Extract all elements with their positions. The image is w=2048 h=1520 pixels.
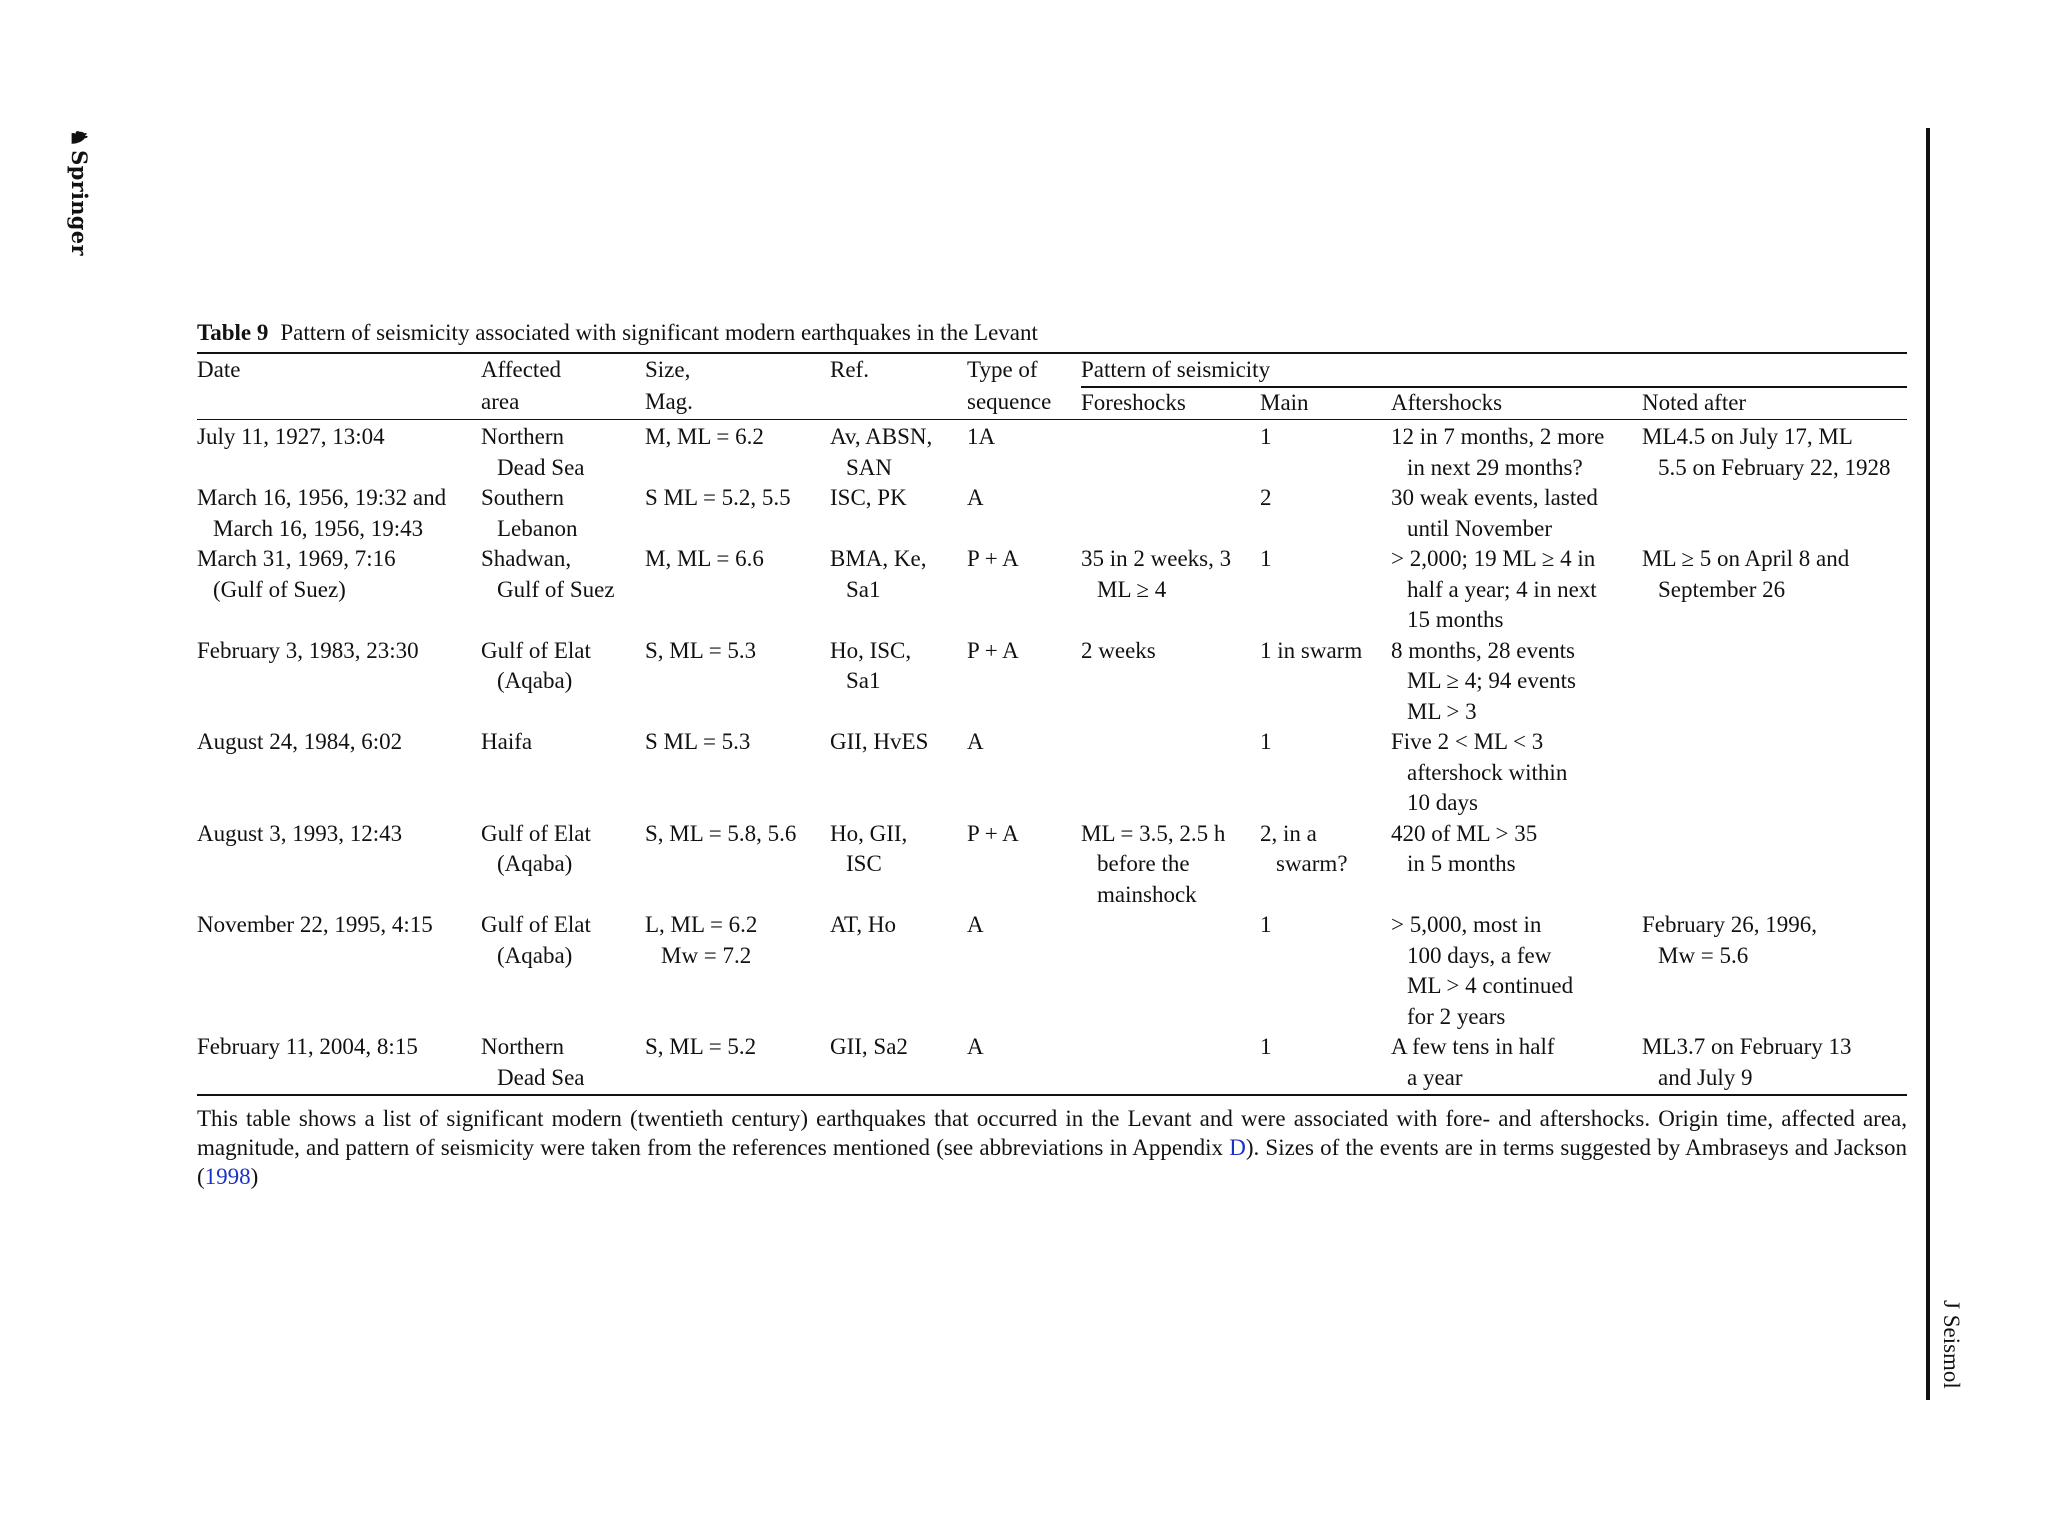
cell-line: ML > 4 continued (1407, 973, 1574, 998)
cell-line: February 26, 1996, (1642, 912, 1818, 937)
cell-line: 1 (1260, 729, 1272, 754)
cell-line: Sa1 (846, 576, 881, 602)
table-row (197, 910, 1907, 1032)
table-cell (1260, 819, 1391, 911)
table-cell (1260, 420, 1391, 484)
table-cell (645, 727, 830, 819)
table-cell (1391, 544, 1642, 636)
cell-line: P + A (967, 546, 1019, 571)
cell-line: ML > 3 (1407, 698, 1477, 724)
table-cell (645, 544, 830, 636)
cell-line: S, ML = 5.3 (645, 637, 757, 663)
cell-line: for 2 years (1407, 1003, 1506, 1029)
cell-line: S ML = 5.2, 5.5 (645, 485, 791, 510)
table-footnote (197, 1104, 1907, 1191)
cell-line: 15 months (1407, 607, 1504, 632)
table-row (197, 636, 1907, 728)
cell-line: 420 of ML > 35 (1391, 820, 1538, 846)
table-cell (645, 910, 830, 1032)
table-cell (1081, 420, 1260, 484)
table-cell (197, 420, 481, 484)
table-cell (1642, 910, 1907, 1032)
table-cell (1260, 483, 1391, 544)
footnote-text: ) (250, 1164, 259, 1189)
cell-line: Lebanon (497, 515, 578, 541)
table-cell (1642, 636, 1907, 728)
table-cell (1391, 910, 1642, 1032)
cell-line: and July 9 (1658, 1064, 1753, 1090)
cell-line: Southern (481, 485, 565, 510)
table-header (197, 353, 1907, 420)
header-cell: area (481, 388, 520, 414)
table-cell (967, 544, 1081, 636)
table-cell (967, 910, 1081, 1032)
publisher-logo (67, 128, 92, 256)
cell-line: Mw = 7.2 (661, 942, 752, 968)
cell-line: ML ≥ 4; 94 events (1407, 668, 1576, 693)
header-cell: Main (1260, 387, 1391, 420)
table-cell (645, 819, 830, 911)
table-cell (830, 910, 967, 1032)
cell-line: A (967, 1034, 984, 1059)
cell-line: mainshock (1097, 881, 1197, 907)
cell-line: Gulf of Elat (481, 637, 591, 663)
table-title: Pattern of seismicity associated with significant modern earthquakes in the Levant (280, 320, 1038, 345)
table-cell (645, 483, 830, 544)
appendix-link[interactable]: D (1229, 1135, 1246, 1160)
table-cell (830, 819, 967, 911)
cell-line: S, ML = 5.8, 5.6 (645, 820, 797, 846)
cell-line: BMA, Ke, (830, 546, 927, 571)
table-cell (967, 420, 1081, 484)
header-cell: Noted after (1642, 387, 1907, 420)
table-cell (1081, 483, 1260, 544)
table-cell (967, 1032, 1081, 1095)
cell-line: GII, Sa2 (830, 1034, 908, 1059)
cell-line: A (967, 729, 984, 754)
table-cell (645, 636, 830, 728)
table-row (197, 420, 1907, 484)
table-cell (1260, 727, 1391, 819)
header-cell (197, 387, 481, 420)
cell-line: A (967, 485, 984, 510)
header-cell (830, 387, 967, 420)
cell-line: 1 (1260, 1034, 1272, 1059)
header-cell: Size, (645, 353, 830, 387)
table-cell (1260, 544, 1391, 636)
cell-line: 8 months, 28 events (1391, 637, 1575, 663)
table-cell (481, 483, 645, 544)
table-cell (1260, 910, 1391, 1032)
table-cell (481, 420, 645, 484)
table-cell (830, 1032, 967, 1095)
table-cell (197, 1032, 481, 1095)
table-cell (197, 544, 481, 636)
table-cell (197, 636, 481, 728)
table-cell (830, 483, 967, 544)
table-row (197, 483, 1907, 544)
table-cell (197, 483, 481, 544)
cell-line: 10 days (1407, 790, 1478, 815)
cell-line: M, ML = 6.2 (645, 424, 764, 449)
seismicity-table (197, 352, 1907, 1096)
footnote-text: This table shows a list of significant modern (twentieth century) earthquakes that occurred in the Levant and were associated with fore- and aftershocks. Origin time, affected area, magnitude, and pattern of seismicity were taken from the references mentioned (see abbreviations in Appendix (197, 1106, 1907, 1160)
table-cell (1391, 636, 1642, 728)
cell-line: Dead Sea (497, 1064, 585, 1090)
cell-line: > 5,000, most in (1391, 912, 1542, 937)
table-cell (481, 819, 645, 911)
cell-line: Sa1 (846, 668, 881, 693)
cell-line: (Aqaba) (497, 942, 573, 968)
header-cell: Foreshocks (1081, 387, 1260, 420)
table-row (197, 1032, 1907, 1095)
table-cell (1260, 636, 1391, 728)
cell-line: half a year; 4 in next (1407, 576, 1597, 602)
cell-line: September 26 (1658, 576, 1786, 602)
header-row-top (197, 353, 1907, 387)
cell-line: SAN (846, 454, 893, 480)
table-cell (1391, 727, 1642, 819)
cell-line: March 16, 1956, 19:43 (213, 515, 424, 541)
cell-line: Av, ABSN, (830, 424, 933, 449)
table-cell (1081, 544, 1260, 636)
citation-link[interactable]: 1998 (204, 1164, 251, 1189)
cell-line: ML = 3.5, 2.5 h (1081, 820, 1226, 846)
table-block (197, 318, 1907, 1191)
cell-line: ML ≥ 4 (1097, 576, 1167, 602)
cell-line: Gulf of Elat (481, 912, 591, 937)
cell-line: Gulf of Suez (497, 576, 615, 602)
cell-line: August 3, 1993, 12:43 (197, 820, 403, 846)
cell-line: Ho, GII, (830, 820, 908, 846)
table-cell (830, 636, 967, 728)
header-cell: Aftershocks (1391, 387, 1642, 420)
cell-line: August 24, 1984, 6:02 (197, 729, 403, 754)
cell-line: M, ML = 6.6 (645, 546, 764, 571)
cell-line: S, ML = 5.2 (645, 1034, 757, 1059)
table-cell (645, 420, 830, 484)
cell-line: 35 in 2 weeks, 3 (1081, 546, 1232, 571)
cell-line: 12 in 7 months, 2 more (1391, 424, 1605, 449)
cell-line: Ho, ISC, (830, 637, 912, 663)
springer-horse-icon: ♞ (67, 128, 92, 148)
cell-line: ISC (846, 851, 882, 876)
cell-line: S ML = 5.3 (645, 729, 751, 754)
cell-line: 1 (1260, 546, 1272, 571)
table-cell (1081, 636, 1260, 728)
cell-line: (Aqaba) (497, 668, 573, 693)
table-row (197, 544, 1907, 636)
cell-line: Northern (481, 424, 565, 449)
table-row (197, 819, 1907, 911)
table-cell (1642, 483, 1907, 544)
table-cell (1391, 819, 1642, 911)
cell-line: March 31, 1969, 7:16 (197, 546, 396, 571)
cell-line: (Gulf of Suez) (213, 576, 346, 602)
table-caption (197, 318, 1907, 348)
cell-line: (Aqaba) (497, 851, 573, 876)
cell-line: Shadwan, (481, 546, 572, 571)
header-cell: Affected (481, 353, 645, 387)
cell-line: November 22, 1995, 4:15 (197, 912, 433, 937)
cell-line: Gulf of Elat (481, 820, 591, 846)
cell-line: ML4.5 on July 17, ML (1642, 424, 1853, 449)
cell-line: ML ≥ 5 on April 8 and (1642, 546, 1850, 571)
cell-line: AT, Ho (830, 912, 897, 937)
table-cell (481, 636, 645, 728)
cell-line: 1 (1260, 912, 1272, 937)
cell-line: until November (1407, 515, 1552, 541)
table-cell (1081, 1032, 1260, 1095)
table-cell (1081, 910, 1260, 1032)
cell-line: February 3, 1983, 23:30 (197, 637, 419, 663)
table-cell (1642, 1032, 1907, 1095)
table-cell (1391, 483, 1642, 544)
cell-line: July 11, 1927, 13:04 (197, 424, 385, 449)
table-cell (1081, 819, 1260, 911)
table-cell (197, 910, 481, 1032)
cell-line: Haifa (481, 729, 533, 754)
cell-line: P + A (967, 820, 1019, 846)
header-row-bottom (197, 387, 1907, 420)
publisher-name: Springer (67, 150, 92, 256)
table-cell (481, 544, 645, 636)
table-number: Table 9 (197, 320, 269, 345)
table-cell (481, 1032, 645, 1095)
cell-line: P + A (967, 637, 1019, 663)
table-cell (830, 420, 967, 484)
header-cell: sequence (967, 388, 1052, 414)
table-cell (967, 819, 1081, 911)
cell-line: a year (1407, 1064, 1463, 1090)
cell-line: ML3.7 on February 13 (1642, 1034, 1852, 1059)
cell-line: Northern (481, 1034, 565, 1059)
table-cell (481, 727, 645, 819)
cell-line: 2 weeks (1081, 637, 1156, 663)
table-cell (197, 819, 481, 911)
cell-line: February 11, 2004, 8:15 (197, 1034, 418, 1059)
cell-line: in 5 months (1407, 851, 1516, 876)
cell-line: 1 (1260, 424, 1272, 449)
cell-line: March 16, 1956, 19:32 and (197, 485, 447, 510)
table-cell (967, 483, 1081, 544)
table-cell (830, 544, 967, 636)
cell-line: A few tens in half (1391, 1034, 1555, 1059)
table-cell (1391, 420, 1642, 484)
table-cell (967, 636, 1081, 728)
table-cell (1642, 420, 1907, 484)
table-cell (1642, 727, 1907, 819)
table-cell (645, 1032, 830, 1095)
table-cell (481, 910, 645, 1032)
cell-line: 1 in swarm (1260, 637, 1363, 663)
page-edge-rule (1926, 128, 1930, 1400)
table-body (197, 420, 1907, 1096)
table-cell (1642, 819, 1907, 911)
header-cell: Type of (967, 353, 1081, 387)
cell-line: 30 weak events, lasted (1391, 485, 1598, 510)
table-cell (1642, 544, 1907, 636)
table-cell (967, 727, 1081, 819)
table-cell (1391, 1032, 1642, 1095)
table-cell (197, 727, 481, 819)
table-cell (1081, 727, 1260, 819)
header-cell: Mag. (645, 388, 693, 414)
table-cell (830, 727, 967, 819)
cell-line: swarm? (1276, 851, 1348, 876)
journal-name: J Seismol (1939, 1300, 1964, 1389)
cell-line: L, ML = 6.2 (645, 912, 758, 937)
header-cell-group: Pattern of seismicity (1081, 353, 1907, 387)
cell-line: 1A (967, 424, 996, 449)
cell-line: A (967, 912, 984, 937)
cell-line: 2, in a (1260, 820, 1317, 846)
cell-line: aftershock within (1407, 759, 1568, 785)
header-cell: Date (197, 353, 481, 387)
cell-line: Dead Sea (497, 454, 585, 480)
cell-line: 5.5 on February 22, 1928 (1658, 454, 1891, 480)
cell-line: ISC, PK (830, 485, 907, 510)
header-cell: Ref. (830, 353, 967, 387)
table-row (197, 727, 1907, 819)
cell-line: in next 29 months? (1407, 454, 1583, 480)
cell-line: Five 2 < ML < 3 (1391, 729, 1544, 754)
cell-line: 100 days, a few (1407, 942, 1552, 968)
cell-line: Mw = 5.6 (1658, 942, 1749, 968)
footnote-text: ). Sizes of the events are in terms suggested by Ambraseys and Jackson ( (197, 1135, 1908, 1189)
table-cell (1260, 1032, 1391, 1095)
cell-line: before the (1097, 851, 1190, 876)
cell-line: 2 (1260, 485, 1272, 510)
cell-line: > 2,000; 19 ML ≥ 4 in (1391, 546, 1596, 571)
cell-line: GII, HvES (830, 729, 929, 754)
